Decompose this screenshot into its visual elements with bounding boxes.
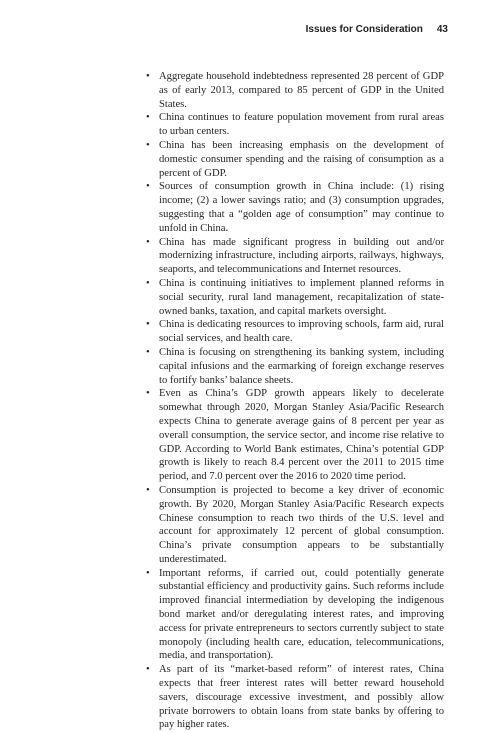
list-item-text: China continues to feature population movement from rural areas to urban centers. bbox=[159, 112, 444, 138]
list-item-text: China has been increasing emphasis on the development of domestic consumer spending and the raising of consumption as a percent of GDP. bbox=[159, 139, 444, 179]
bullet-icon: • bbox=[146, 139, 150, 151]
bullet-icon: • bbox=[146, 484, 150, 496]
bullet-icon: • bbox=[146, 112, 150, 124]
list-item bbox=[146, 277, 444, 318]
bullet-icon: • bbox=[146, 346, 150, 358]
list-item-text: Sources of consumption growth in China include: (1) rising income; (2) a lower savings ratio; and (3) consumption upgrades, suggesting that a “golden age of consumption” may continue to unfold in China. bbox=[159, 181, 444, 234]
list-item-text: China has made significant progress in building out and/or modernizing infrastructure, including airports, railways, highways, seaports, and telecommunications and Internet resources. bbox=[159, 236, 444, 276]
list-item-text: Aggregate household indebtedness represented 28 percent of GDP as of early 2013, compared to 85 percent of GDP in the United States. bbox=[159, 71, 444, 110]
list-item-text: Consumption is projected to become a key driver of economic growth. By 2020, Morgan Stanley Asia/Pacific Research expects Chinese consumption to reach two thirds of the U.S. level and account for approximately 12 percent of global consumption. China’s private consumption appears to be substantially underestimated. bbox=[159, 484, 444, 565]
bullet-icon: • bbox=[146, 388, 150, 400]
page-number: 43 bbox=[436, 24, 448, 35]
list-item bbox=[146, 70, 444, 111]
bullet-icon: • bbox=[146, 236, 150, 248]
list-item bbox=[146, 318, 444, 346]
list-item-text: As part of its “market-based reform” of interest rates, China expects that freer interest rates will better reward household savers, discourage excessive investment, and possibly allow private borrowers to obtain loans from state banks by offering to pay higher rates. bbox=[159, 664, 444, 731]
list-item bbox=[146, 139, 444, 180]
running-head bbox=[306, 24, 448, 35]
list-item bbox=[146, 567, 444, 664]
list-item bbox=[146, 484, 444, 567]
bullet-icon: • bbox=[146, 664, 150, 676]
list-item bbox=[146, 387, 444, 484]
list-item-text: China is focusing on strengthening its banking system, including capital infusions and the earmarking of foreign exchange reserves to fortify banks’ balance sheets. bbox=[159, 346, 444, 386]
bullet-icon: • bbox=[146, 71, 150, 82]
bullet-icon: • bbox=[146, 319, 150, 331]
bullet-icon: • bbox=[146, 181, 150, 193]
list-item bbox=[146, 236, 444, 277]
list-item-text: Even as China’s GDP growth appears likely to decelerate somewhat through 2020, Morgan Stanley Asia/Pacific Research expects China to generate average gains of 8 percent per year as overall consumption, the service sector, and income rise relative to GDP. According to World Bank estimates, China’s potential GDP growth is likely to reach 8.4 percent over the 2011 to 2015 time period, and 7.0 percent over the 2016 to 2020 time period. bbox=[159, 388, 444, 483]
bullet-icon: • bbox=[146, 567, 150, 579]
list-item-text: Important reforms, if carried out, could potentially generate substantial efficiency and productivity gains. Such reforms include improved financial intermediation by developing the indigenous bond market and/or deregulating interest rates, and improving access for private entrepreneurs to sectors currently subject to state monopoly (including health care, education, telecommunications, media, and transportation). bbox=[159, 567, 444, 662]
list-item bbox=[146, 663, 444, 732]
bullet-icon: • bbox=[146, 277, 150, 289]
list-item-text: China is continuing initiatives to implement planned reforms in social security, rural land management, recapitalization of state-owned banks, taxation, and capital markets oversight. bbox=[159, 277, 444, 317]
bullet-list bbox=[146, 70, 444, 732]
list-item bbox=[146, 180, 444, 235]
list-item bbox=[146, 111, 444, 139]
section-title: Issues for Consideration bbox=[305, 24, 423, 35]
list-item-text: China is dedicating resources to improving schools, farm aid, rural social services, and health care. bbox=[159, 319, 444, 345]
list-item bbox=[146, 346, 444, 387]
